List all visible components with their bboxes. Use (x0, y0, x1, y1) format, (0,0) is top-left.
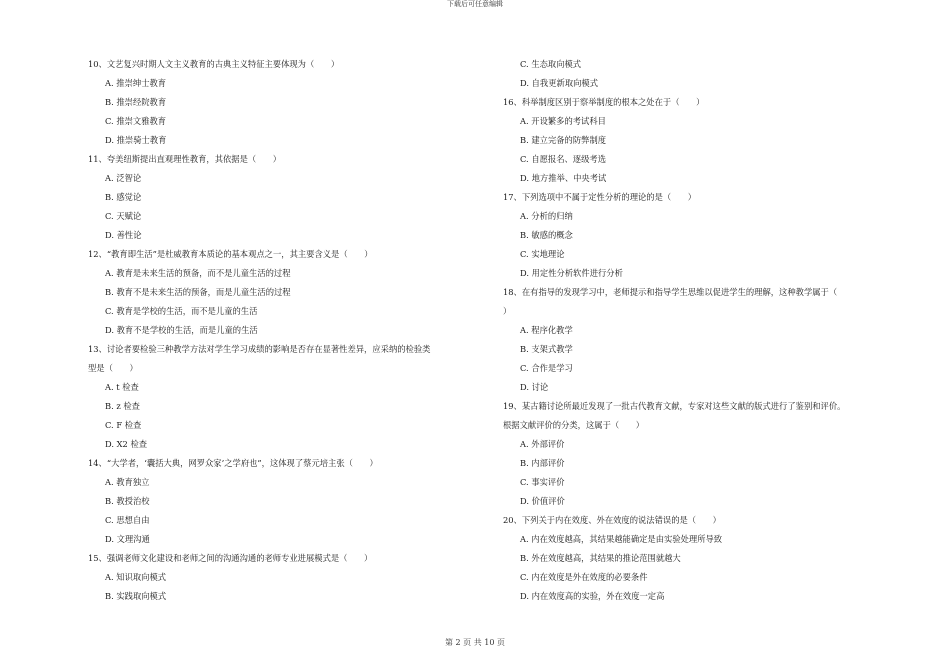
answer-option: B. 教授治校 (105, 496, 150, 506)
answer-option: B. 内部评价 (520, 458, 565, 468)
answer-option: D. 讨论 (520, 382, 549, 392)
answer-option: C. 事实评价 (520, 477, 565, 487)
answer-option: B. z 检查 (105, 401, 140, 411)
answer-option: A. 分析的归纳 (520, 211, 573, 221)
answer-option: C. 自愿报名、逐级考选 (520, 154, 606, 164)
question-text-continued: ） (503, 306, 512, 316)
answer-option: D. 地方推举、中央考试 (520, 173, 607, 183)
answer-option: A. t 检查 (105, 382, 139, 392)
question-text: 16、科举制度区别于察举制度的根本之处在于（ ） (503, 97, 705, 107)
answer-option: A. 程序化教学 (520, 325, 573, 335)
answer-option: A. 泛智论 (105, 173, 142, 183)
answer-option: D. 推崇骑士教育 (105, 135, 167, 145)
answer-option: B. 建立完备的防弊制度 (520, 135, 607, 145)
answer-option: C. 推崇文雅教育 (105, 116, 167, 126)
answer-option: C. 实地理论 (520, 249, 565, 259)
right-column (503, 58, 903, 609)
answer-option: A. 开设繁多的考试科目 (520, 116, 606, 126)
answer-option: B. 教育不是未来生活的预备，而是儿童生活的过程 (105, 287, 291, 297)
answer-option: C. F 检查 (105, 420, 142, 430)
question-text: 12、“教育即生活”是杜威教育本质论的基本观点之一，其主要含义是（ ） (88, 249, 373, 259)
question-text-continued: 型是（ ） (88, 363, 138, 373)
answer-option: D. 教育不是学校的生活，而是儿童的生活 (105, 325, 258, 335)
question-text: 14、“大学者，‘囊括大典，网罗众家’之学府也”，这体现了蔡元培主张（ ） (88, 458, 378, 468)
left-column (88, 58, 493, 609)
answer-option: C. 生态取向模式 (520, 59, 582, 69)
page-footer: 第 2 页 共 10 页 (445, 638, 505, 647)
answer-option: A. 知识取向模式 (105, 572, 167, 582)
question-text: 19、某古籍讨论所最近发现了一批古代教育文献，专家对这些文献的版式进行了鉴别和评价。 (503, 401, 846, 411)
question-text: 15、强调老师文化建设和老师之间的沟通沟通的老师专业进展模式是（ ） (88, 553, 373, 563)
answer-option: D. 内在效度高的实验，外在效度一定高 (520, 591, 665, 601)
question-text: 11、夸美纽斯提出直观理性教育，其依据是（ ） (88, 154, 282, 164)
question-text: 13、讨论者要检验三种教学方法对学生学习成绩的影响是否存在显著性差异，应采纳的检验类 (88, 344, 431, 354)
question-text: 18、在有指导的发现学习中，老师提示和指导学生思维以促进学生的理解，这种教学属于（ (503, 287, 838, 297)
answer-option: B. 支架式教学 (520, 344, 573, 354)
answer-option: A. 外部评价 (520, 439, 565, 449)
answer-option: B. 感觉论 (105, 192, 142, 202)
answer-option: B. 外在效度越高，其结果的推论范围就越大 (520, 553, 681, 563)
question-text: 10、文艺复兴时期人文主义教育的古典主义特征主要体现为（ ） (88, 59, 340, 69)
answer-option: D. 价值评价 (520, 496, 565, 506)
question-text: 17、下列选项中不属于定性分析的理论的是（ ） (503, 192, 697, 202)
answer-option: D. 善性论 (105, 230, 142, 240)
question-text: 20、下列关于内在效度、外在效度的说法错误的是（ ） (503, 515, 721, 525)
answer-option: C. 内在效度是外在效度的必要条件 (520, 572, 648, 582)
answer-option: B. 推崇经院教育 (105, 97, 167, 107)
answer-option: D. 用定性分析软件进行分析 (520, 268, 623, 278)
answer-option: A. 教育是未来生活的预备，而不是儿童生活的过程 (105, 268, 291, 278)
answer-option: D. X2 检查 (105, 439, 148, 449)
answer-option: A. 内在效度越高，其结果越能确定是由实验处理所导致 (520, 534, 723, 544)
answer-option: B. 实践取向模式 (105, 591, 167, 601)
page-header: 下载后可任意编辑 (447, 0, 503, 8)
question-text-continued: 根据文献评价的分类，这属于（ ） (503, 420, 645, 430)
answer-option: A. 教育独立 (105, 477, 150, 487)
answer-option: C. 天赋论 (105, 211, 142, 221)
answer-option: D. 自我更新取向模式 (520, 78, 599, 88)
answer-option: B. 敏感的概念 (520, 230, 573, 240)
answer-option: C. 思想自由 (105, 515, 150, 525)
answer-option: A. 推崇绅士教育 (105, 78, 167, 88)
answer-option: C. 合作是学习 (520, 363, 573, 373)
answer-option: C. 教育是学校的生活，而不是儿童的生活 (105, 306, 258, 316)
answer-option: D. 文理沟通 (105, 534, 150, 544)
